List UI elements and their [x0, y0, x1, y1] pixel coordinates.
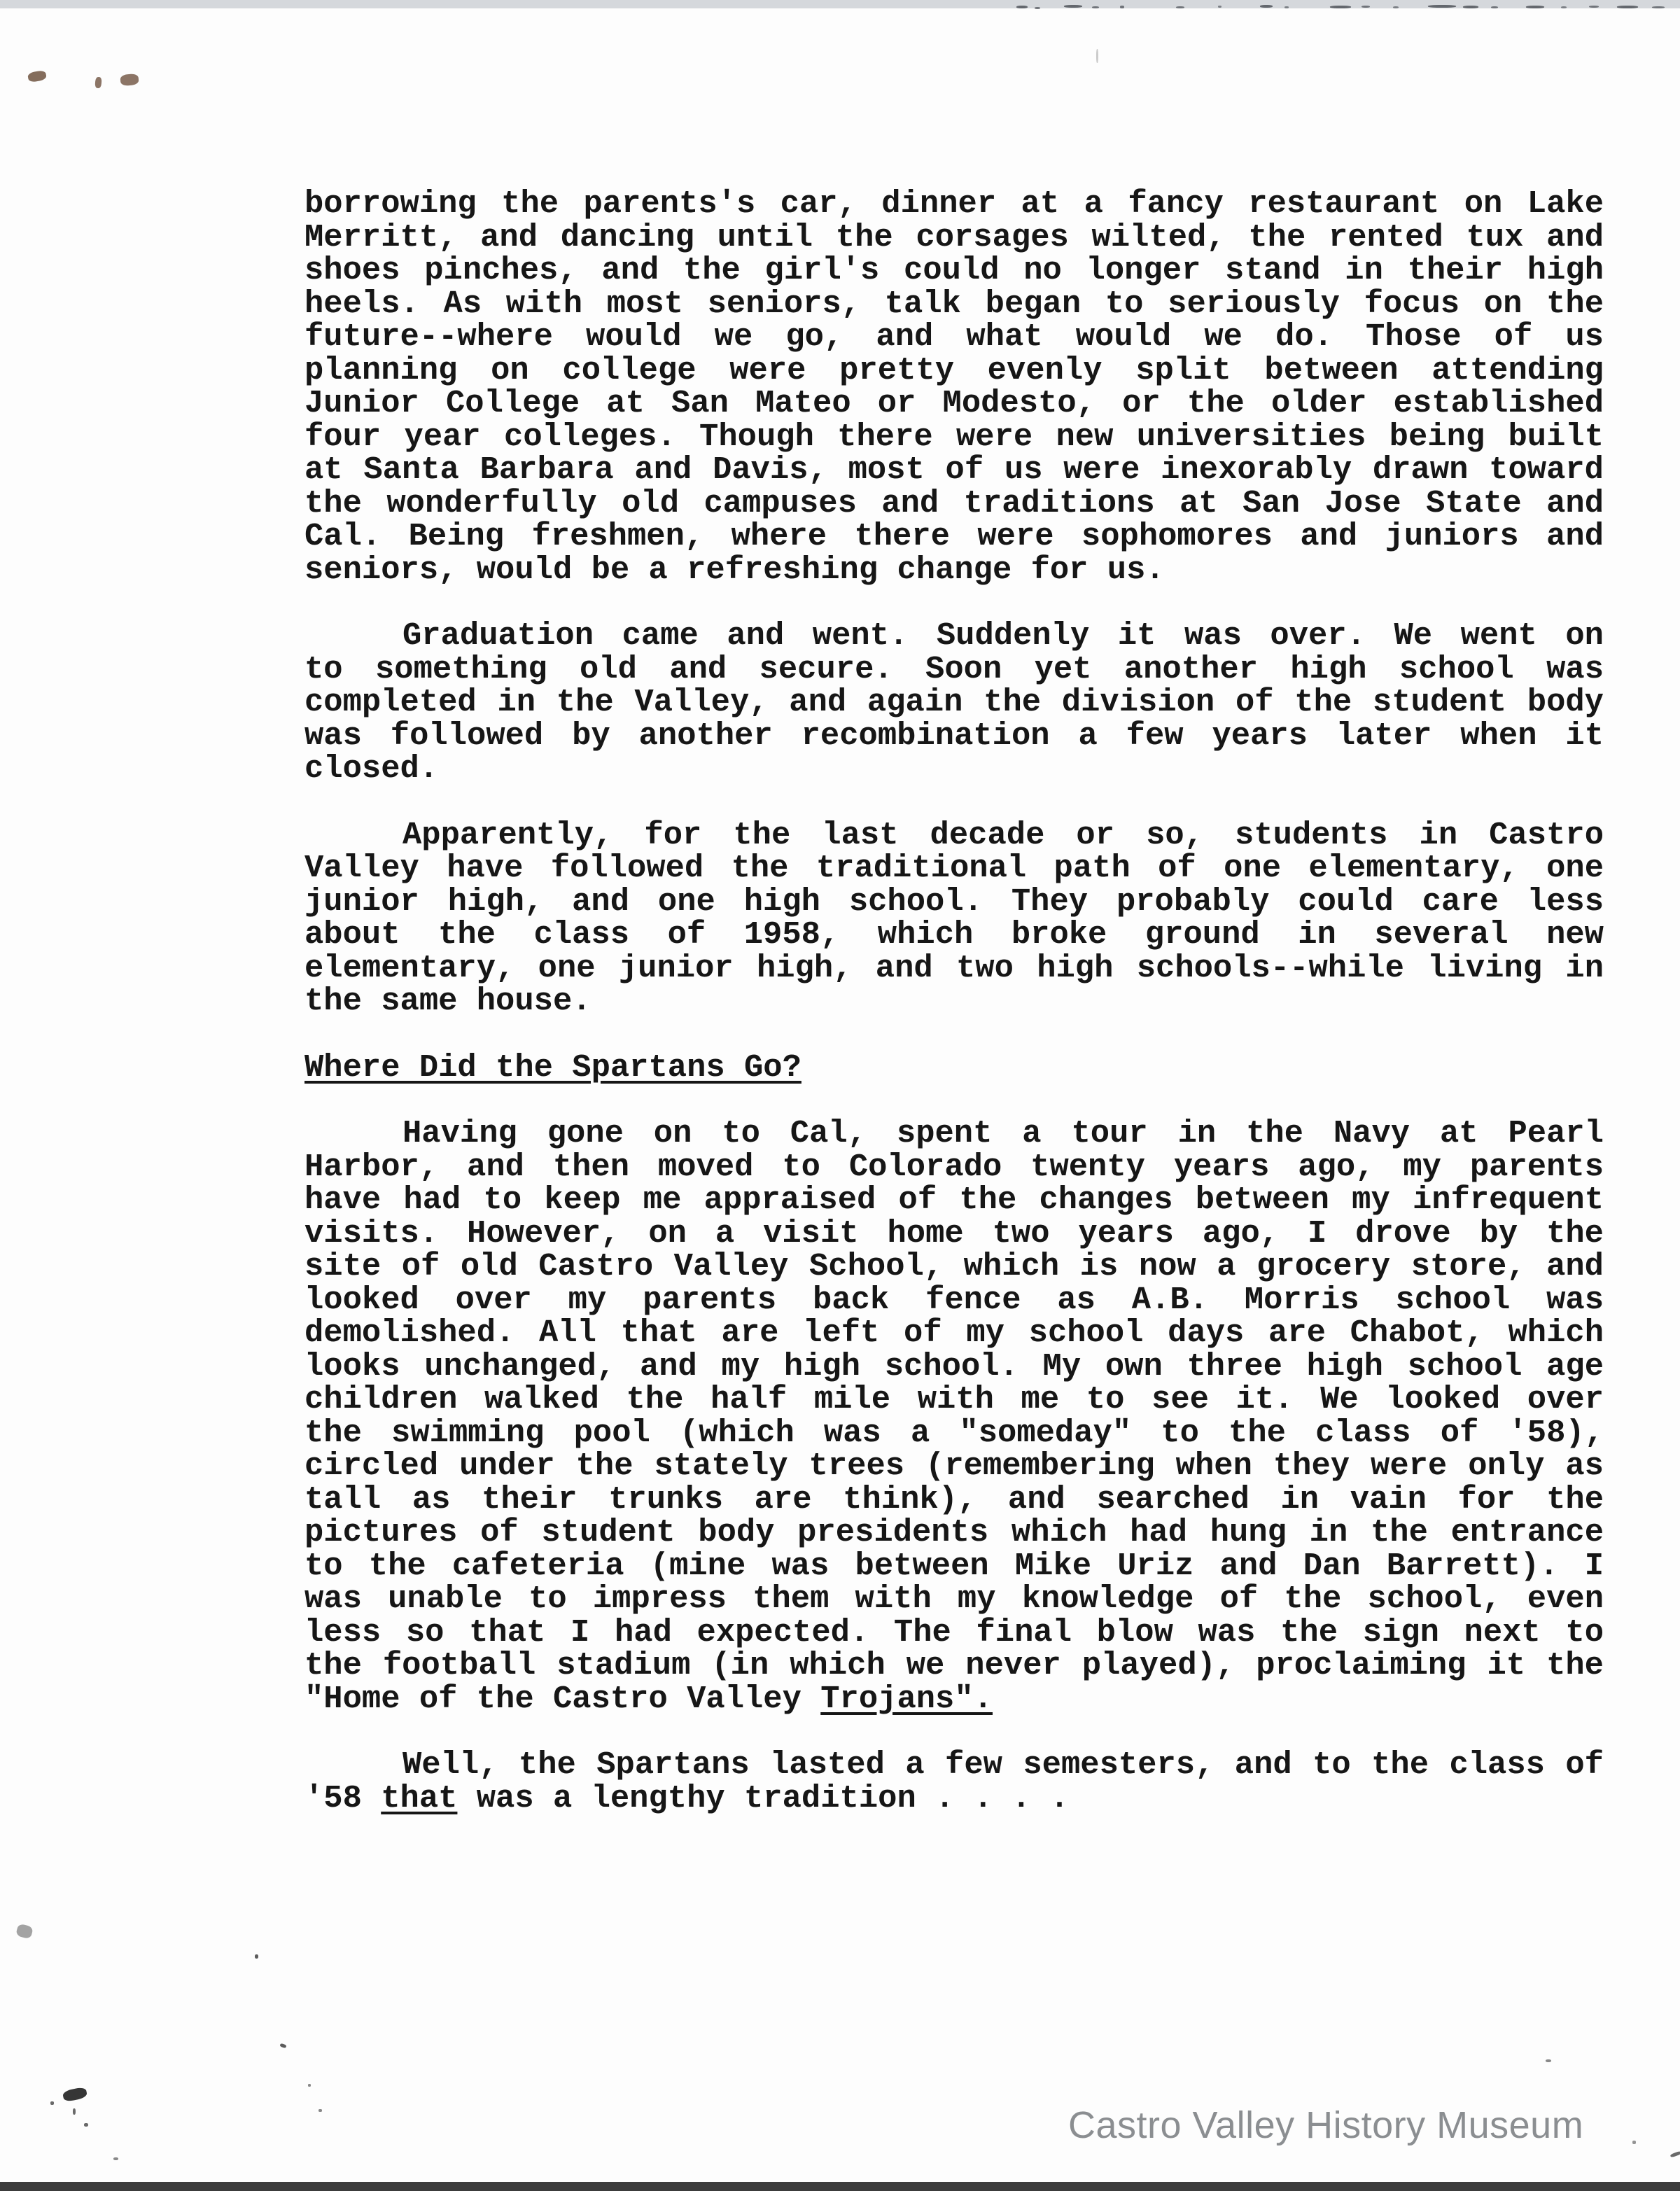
text-segment: completed in the Valley, and again the division of the student body: [304, 684, 1604, 720]
scan-dash: [1617, 6, 1638, 8]
text-segment: about the class of 1958, which broke ground in several new: [304, 916, 1604, 953]
text-line: [304, 1779, 1604, 1816]
text-line: [304, 1746, 1604, 1783]
text-segment: have had to keep me appraised of the changes between my infrequent: [304, 1182, 1604, 1218]
scan-speck: [1096, 49, 1098, 63]
text-line: [304, 883, 1604, 920]
text-segment: was followed by another recombination a few years later when it: [304, 717, 1604, 754]
text-line: [304, 418, 1604, 455]
paragraph: [304, 1117, 1604, 1716]
text-segment: elementary, one junior high, and two high schools--while living in: [304, 949, 1604, 986]
scan-dash: [1064, 5, 1082, 8]
text-line: [304, 816, 1604, 853]
scan-dash: [1589, 6, 1599, 8]
text-line: [304, 686, 1604, 720]
text-segment: circled under the stately trees (remembering when they were only as: [304, 1448, 1604, 1484]
text-line: [304, 451, 1604, 488]
text-line: [304, 520, 1604, 554]
text-segment: children walked the half mile with me to see it. We looked over: [304, 1381, 1604, 1418]
text-segment: shoes pinches, and the girl's could no longer stand in their high: [304, 252, 1604, 288]
text-segment: Graduation came and went. Suddenly it was over. We went on: [402, 617, 1604, 654]
paragraph: [304, 188, 1604, 587]
scan-speck: [73, 2108, 76, 2115]
text-segment: the wonderfully old campuses and traditions at San Jose State and: [304, 484, 1604, 522]
text-segment: four year colleges. Though there were new universities being built: [304, 418, 1604, 455]
scan-dash: [1526, 6, 1544, 8]
text-line: [304, 254, 1604, 288]
text-line: [304, 1680, 1604, 1717]
text-segment: was unable to impress them with my knowledge of the school, even: [304, 1581, 1604, 1617]
scan-speck: [1632, 2141, 1636, 2144]
text-line: [304, 1583, 1604, 1616]
scan-dash: [1176, 6, 1184, 8]
text-segment: future--where would we go, and what would we do. Those of us: [304, 318, 1604, 355]
text-line: [304, 1547, 1604, 1584]
scan-dash: [1120, 6, 1124, 8]
scan-speck: [308, 2084, 311, 2087]
top-scan-strip: [0, 0, 1680, 8]
scan-speck: [255, 1954, 258, 1959]
text-line: [304, 351, 1604, 388]
text-line: [304, 387, 1604, 421]
text-line: [304, 650, 1604, 687]
text-line: [304, 617, 1604, 654]
underlined-text: Trojans".: [820, 1680, 993, 1717]
text-segment: closed.: [304, 750, 439, 787]
text-segment: to something old and secure. Soon yet another high school was: [304, 650, 1604, 687]
text-line: [304, 752, 1604, 786]
scan-dash: [1362, 6, 1370, 8]
text-segment: seniors, would be a refreshing change for us.: [304, 551, 1165, 588]
text-line: [304, 1051, 1604, 1085]
text-segment: "Home of the Castro Valley: [304, 1680, 821, 1717]
scan-speck: [318, 2109, 322, 2112]
text-line: [304, 1414, 1604, 1451]
scan-dash: [1035, 7, 1040, 9]
text-line: [304, 1450, 1604, 1483]
text-segment: looks unchanged, and my high school. My own three high school age: [304, 1348, 1604, 1385]
watermark: Castro Valley History Museum: [1068, 2104, 1584, 2146]
scan-dash: [1428, 5, 1456, 8]
scan-dash: [1092, 6, 1099, 8]
scan-dash: [1393, 6, 1399, 8]
text-segment: the same house.: [304, 983, 592, 1019]
text-segment: borrowing the parents's car, dinner at a fancy restaurant on Lake: [304, 186, 1604, 222]
text-segment: at Santa Barbara and Davis, most of us were inexorably drawn toward: [304, 451, 1604, 488]
scan-dash: [1491, 6, 1498, 8]
text-line: [304, 1350, 1604, 1384]
text-segment: planning on college were pretty evenly split between attending: [304, 351, 1604, 388]
text-line: [304, 551, 1604, 588]
text-segment: was a lengthy tradition . . . .: [457, 1779, 1070, 1816]
text-segment: junior high, and one high school. They probably could care less: [304, 883, 1604, 920]
text-segment: tall as their trunks are think), and searched in vain for the: [304, 1480, 1604, 1518]
text-line: [304, 1616, 1604, 1650]
text-line: [304, 1649, 1604, 1683]
bottom-scan-bar: [0, 2182, 1680, 2191]
text-line: [304, 918, 1604, 952]
scan-speck: [113, 2157, 118, 2160]
scan-dash: [1463, 6, 1478, 8]
text-segment: Harbor, and then moved to Colorado twenty years ago, my parents: [304, 1148, 1604, 1185]
scan-dash: [1561, 6, 1567, 8]
underlined-text: Where Did the Spartans Go?: [304, 1049, 802, 1086]
text-line: [304, 949, 1604, 986]
text-line: [304, 1148, 1604, 1185]
text-line: [304, 985, 1604, 1018]
paragraph: [304, 617, 1604, 787]
scan-dash: [1218, 6, 1222, 8]
text-line: [304, 218, 1604, 255]
text-line: [304, 1317, 1604, 1350]
scan-speck: [50, 2101, 54, 2105]
text-line: [304, 484, 1604, 522]
text-segment: Merritt, and dancing until the corsages wilted, the rented tux and: [304, 218, 1604, 255]
text-segment: heels. As with most seniors, talk began to seriously focus on the: [304, 285, 1604, 322]
text-line: [304, 1117, 1604, 1151]
text-line: [304, 717, 1604, 754]
text-segment: Cal. Being freshmen, where there were sophomores and juniors and: [304, 518, 1604, 554]
text-line: [304, 1480, 1604, 1518]
scan-dash: [1284, 6, 1289, 8]
text-segment: Valley have followed the traditional path of one elementary, one: [304, 850, 1604, 886]
document-text: [304, 188, 1604, 1815]
text-segment: less so that I had expected. The final blow was the sign next to: [304, 1614, 1604, 1651]
text-line: [304, 1214, 1604, 1252]
scan-speck: [84, 2123, 88, 2127]
text-segment: looked over my parents back fence as A.B. Morris school was: [304, 1281, 1604, 1318]
text-line: [304, 285, 1604, 322]
text-line: [304, 188, 1604, 221]
text-line: [304, 1250, 1604, 1284]
text-segment: visits. However, on a visit home two years ago, I drove by the: [304, 1214, 1604, 1252]
text-line: [304, 1383, 1604, 1417]
text-line: [304, 1184, 1604, 1217]
text-line: [304, 318, 1604, 355]
scan-dash: [1260, 5, 1273, 8]
text-segment: the swimming pool (which was a "someday" to the class of '58),: [304, 1414, 1604, 1451]
scan-dash: [1016, 6, 1028, 8]
text-segment: demolished. All that are left of my school days are Chabot, which: [304, 1315, 1604, 1351]
scan-dash: [1652, 6, 1665, 8]
text-line: [304, 1281, 1604, 1318]
section-heading: [304, 1051, 1604, 1085]
text-segment: Junior College at San Mateo or Modesto, or the older established: [304, 385, 1604, 421]
paragraph: [304, 816, 1604, 1019]
text-segment: the football stadium (in which we never played), proclaiming it the: [304, 1647, 1604, 1684]
underlined-text: that: [381, 1779, 458, 1816]
text-line: [304, 852, 1604, 886]
scan-dash: [1330, 6, 1351, 8]
text-segment: to the cafeteria (mine was between Mike Uriz and Dan Barrett). I: [304, 1547, 1604, 1584]
text-segment: pictures of student body presidents which had hung in the entrance: [304, 1514, 1604, 1550]
paragraph: [304, 1746, 1604, 1816]
text-segment: Apparently, for the last decade or so, students in Castro: [402, 816, 1604, 853]
text-segment: '58: [304, 1779, 382, 1816]
text-segment: site of old Castro Valley School, which is now a grocery store, and: [304, 1248, 1604, 1284]
scan-speck: [1546, 2059, 1551, 2062]
text-line: [304, 1516, 1604, 1550]
text-segment: Well, the Spartans lasted a few semesters, and to the class of: [402, 1746, 1604, 1783]
text-segment: Having gone on to Cal, spent a tour in the Navy at Pearl: [402, 1115, 1604, 1152]
